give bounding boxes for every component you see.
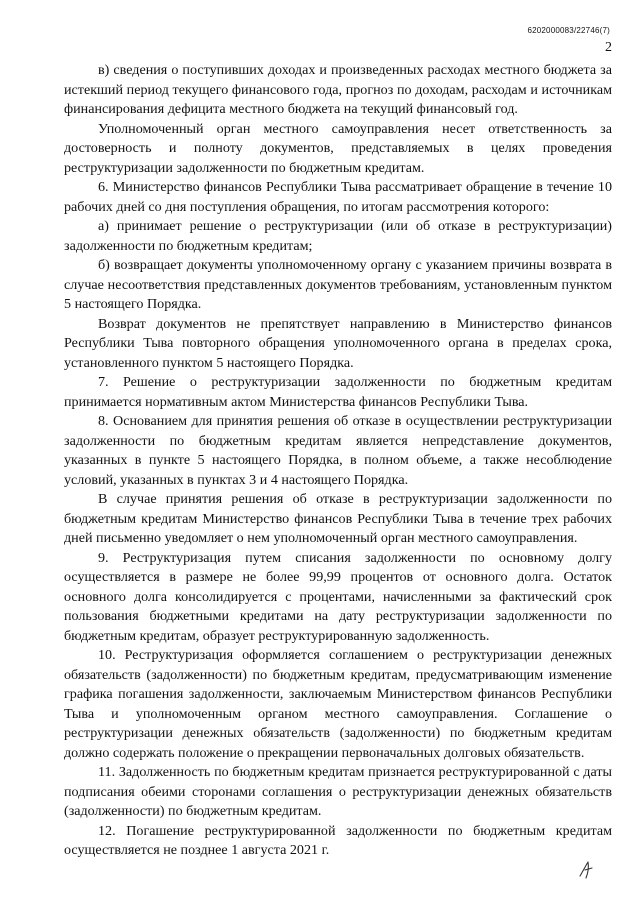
paragraph-11-recognition: 11. Задолженность по бюджетным кредитам признается реструктурированной с даты подписания обеими сторонами соглашения о реструктуризации денежных обязательств (задолженности) по бюджетным кредитам. xyxy=(64,764,612,819)
paragraph-resubmission: Возврат документов не препятствует направлению в Министерство финансов Республики Тыва повторного обращения уполномоченного органа в пределах срока, установленного пунктом 5 настоящего Порядка. xyxy=(64,315,612,371)
paragraph-6-review: 6. Министерство финансов Республики Тыва рассматривает обращение в течение 10 рабочих дней со дня поступления обращения, по итогам рассмотрения которого: xyxy=(64,179,612,215)
paragraph-8-refusal-grounds: 8. Основанием для принятия решения об отказе в осуществлении реструктуризации задолженности по бюджетным кредитам является непредставление документов, указанных в пункте 5 настоящего Порядка, в полном объеме, а также несоблюдение условий, указанных в пунктах 3 и 4 настоящего Порядка. xyxy=(64,413,612,488)
paragraph-7-decision-act: 7. Решение о реструктуризации задолженности по бюджетным кредитам принимается нормативным актом Министерства финансов Республики Тыва. xyxy=(64,374,612,410)
initials-mark-icon xyxy=(576,858,598,880)
paragraph-9-write-off: 9. Реструктуризация путем списания задолженности по основному долгу осуществляется в размере не более 99,99 процентов от основного долга. Остаток основного долга консолидируется с процентами, начисленными за фактический срок пользования бюджетными кредитами на дату реструктуризации задолженности по бюджетным кредитам, образует реструктурированную задолженность. xyxy=(64,549,612,644)
paragraph-6a-decision: а) принимает решение о реструктуризации (или об отказе в реструктуризации) задолженности по бюджетным кредитам; xyxy=(64,218,612,254)
paragraph-10-agreement: 10. Реструктуризация оформляется соглашением о реструктуризации денежных обязательств (задолженности) по бюджетным кредитам, предусматривающим изменение графика погашения задолженности, заключаемым Министерством финансов Республики Тыва и уполномоченным органом местного самоуправления. Соглашение о реструктуризации денежных обязательств (задолженности) по бюджетным кредитам должно содержать положение о прекращении первоначальных долговых обязательств. xyxy=(64,647,612,761)
paragraph-12-repayment: 12. Погашение реструктурированной задолженности по бюджетным кредитам осуществляется не позднее 1 августа 2021 г. xyxy=(64,822,612,858)
paragraph-6b-return: б) возвращает документы уполномоченному органу с указанием причины возврата в случае несоответствия представленных документов требованиям, установленным пунктом 5 настоящего Порядка. xyxy=(64,257,612,312)
paragraph-responsibility: Уполномоченный орган местного самоуправления несет ответственность за достоверность и полноту документов, представляемых в целях проведения реструктуризации задолженности по бюджетным кредитам. xyxy=(64,120,612,176)
paragraph-refusal-notice: В случае принятия решения об отказе в реструктуризации задолженности по бюджетным кредитам Министерство финансов Республики Тыва в течение трех рабочих дней письменно уведомляет о нем уполномоченный орган местного самоуправления. xyxy=(64,491,612,546)
document-id: 6202000083/22746(7) xyxy=(527,26,610,35)
paragraph-5v-revenue-info: в) сведения о поступивших доходах и произведенных расходах местного бюджета за истекший период текущего финансового года, прогноз по доходам, расходам и источникам финансирования дефицита местного бюджета на текущий финансовый год. xyxy=(64,62,612,117)
page-number: 2 xyxy=(605,40,612,55)
document-body xyxy=(64,61,612,861)
